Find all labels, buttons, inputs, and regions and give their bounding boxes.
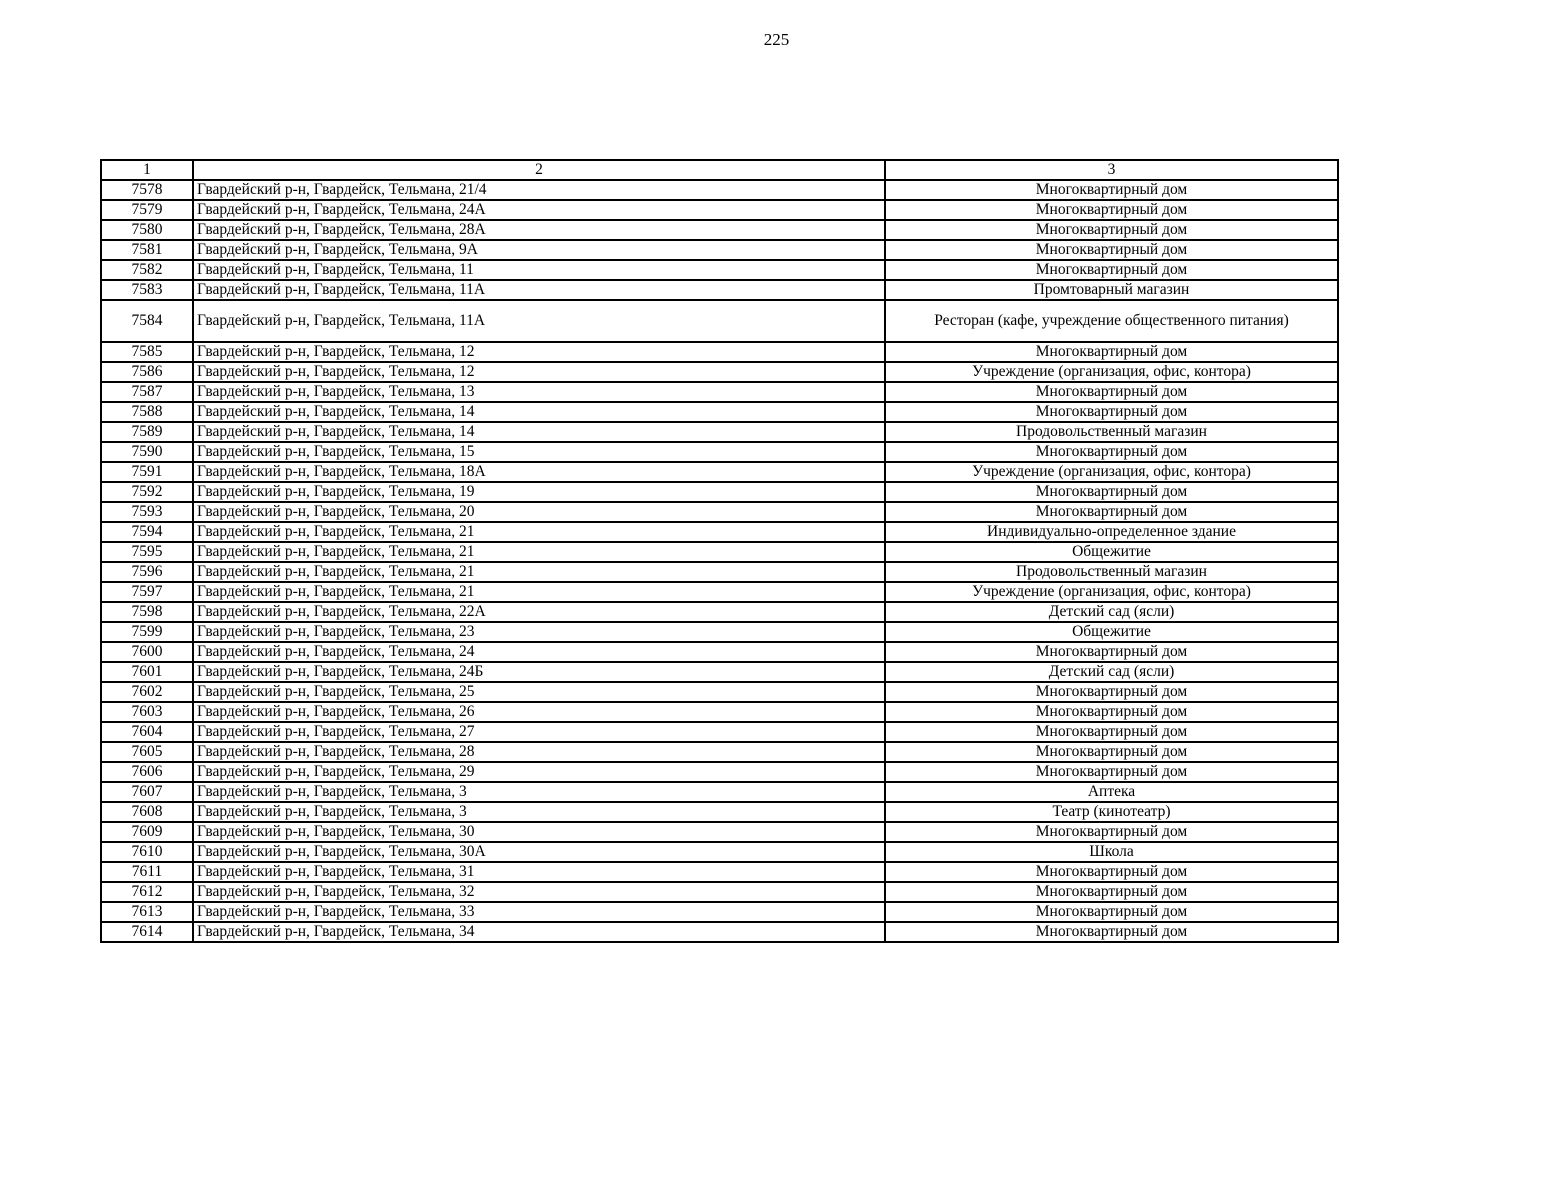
- address-cell: Гвардейский р-н, Гвардейск, Тельмана, 13: [193, 382, 885, 402]
- table-row: [101, 382, 1338, 402]
- object-type-cell: Многоквартирный дом: [885, 822, 1338, 842]
- row-number-cell: 7598: [101, 602, 193, 622]
- object-type-cell: Многоквартирный дом: [885, 200, 1338, 220]
- object-type-cell: Ресторан (кафе, учреждение общественного питания): [885, 300, 1338, 342]
- table-body: [101, 160, 1338, 942]
- table-row: [101, 902, 1338, 922]
- register-table: [100, 159, 1339, 943]
- row-number-cell: 7588: [101, 402, 193, 422]
- object-type-cell: Многоквартирный дом: [885, 902, 1338, 922]
- address-cell: Гвардейский р-н, Гвардейск, Тельмана, 30: [193, 822, 885, 842]
- table-row: [101, 742, 1338, 762]
- address-cell: Гвардейский р-н, Гвардейск, Тельмана, 11А: [193, 300, 885, 342]
- table-row: [101, 842, 1338, 862]
- address-cell: Гвардейский р-н, Гвардейск, Тельмана, 15: [193, 442, 885, 462]
- table-row: [101, 682, 1338, 702]
- address-cell: Гвардейский р-н, Гвардейск, Тельмана, 19: [193, 482, 885, 502]
- address-cell: Гвардейский р-н, Гвардейск, Тельмана, 34: [193, 922, 885, 942]
- object-type-cell: Учреждение (организация, офис, контора): [885, 582, 1338, 602]
- row-number-cell: 7591: [101, 462, 193, 482]
- object-type-cell: Общежитие: [885, 622, 1338, 642]
- row-number-cell: 7584: [101, 300, 193, 342]
- row-number-cell: 7614: [101, 922, 193, 942]
- table-row: [101, 502, 1338, 522]
- object-type-cell: Многоквартирный дом: [885, 382, 1338, 402]
- table-row: [101, 602, 1338, 622]
- table-row: [101, 622, 1338, 642]
- row-number-cell: 7612: [101, 882, 193, 902]
- object-type-cell: Многоквартирный дом: [885, 762, 1338, 782]
- address-cell: Гвардейский р-н, Гвардейск, Тельмана, 21: [193, 582, 885, 602]
- address-cell: Гвардейский р-н, Гвардейск, Тельмана, 24А: [193, 200, 885, 220]
- address-cell: Гвардейский р-н, Гвардейск, Тельмана, 22А: [193, 602, 885, 622]
- address-cell: Гвардейский р-н, Гвардейск, Тельмана, 31: [193, 862, 885, 882]
- header-cell-1: 1: [101, 160, 193, 180]
- header-cell-3: 3: [885, 160, 1338, 180]
- address-cell: Гвардейский р-н, Гвардейск, Тельмана, 3: [193, 782, 885, 802]
- row-number-cell: 7585: [101, 342, 193, 362]
- row-number-cell: 7595: [101, 542, 193, 562]
- address-cell: Гвардейский р-н, Гвардейск, Тельмана, 29: [193, 762, 885, 782]
- row-number-cell: 7590: [101, 442, 193, 462]
- table-row: [101, 482, 1338, 502]
- table-row: [101, 662, 1338, 682]
- address-cell: Гвардейский р-н, Гвардейск, Тельмана, 24: [193, 642, 885, 662]
- row-number-cell: 7611: [101, 862, 193, 882]
- table-row: [101, 862, 1338, 882]
- object-type-cell: Многоквартирный дом: [885, 502, 1338, 522]
- object-type-cell: Многоквартирный дом: [885, 862, 1338, 882]
- row-number-cell: 7582: [101, 260, 193, 280]
- table-row: [101, 922, 1338, 942]
- table-row: [101, 442, 1338, 462]
- table-row: [101, 702, 1338, 722]
- row-number-cell: 7596: [101, 562, 193, 582]
- address-cell: Гвардейский р-н, Гвардейск, Тельмана, 33: [193, 902, 885, 922]
- object-type-cell: Многоквартирный дом: [885, 240, 1338, 260]
- row-number-cell: 7603: [101, 702, 193, 722]
- row-number-cell: 7587: [101, 382, 193, 402]
- object-type-cell: Многоквартирный дом: [885, 742, 1338, 762]
- row-number-cell: 7604: [101, 722, 193, 742]
- row-number-cell: 7607: [101, 782, 193, 802]
- table-row: [101, 200, 1338, 220]
- table-row: [101, 522, 1338, 542]
- table-row: [101, 562, 1338, 582]
- row-number-cell: 7613: [101, 902, 193, 922]
- address-cell: Гвардейский р-н, Гвардейск, Тельмана, 21: [193, 562, 885, 582]
- object-type-cell: Промтоварный магазин: [885, 280, 1338, 300]
- object-type-cell: Театр (кинотеатр): [885, 802, 1338, 822]
- table-row: [101, 342, 1338, 362]
- row-number-cell: 7608: [101, 802, 193, 822]
- row-number-cell: 7578: [101, 180, 193, 200]
- address-cell: Гвардейский р-н, Гвардейск, Тельмана, 12: [193, 362, 885, 382]
- table-row: [101, 362, 1338, 382]
- address-cell: Гвардейский р-н, Гвардейск, Тельмана, 21: [193, 542, 885, 562]
- object-type-cell: Школа: [885, 842, 1338, 862]
- object-type-cell: Многоквартирный дом: [885, 482, 1338, 502]
- table-row: [101, 722, 1338, 742]
- table-row: [101, 260, 1338, 280]
- object-type-cell: Многоквартирный дом: [885, 260, 1338, 280]
- object-type-cell: Продовольственный магазин: [885, 562, 1338, 582]
- object-type-cell: Многоквартирный дом: [885, 180, 1338, 200]
- object-type-cell: Многоквартирный дом: [885, 442, 1338, 462]
- address-cell: Гвардейский р-н, Гвардейск, Тельмана, 21: [193, 522, 885, 542]
- address-cell: Гвардейский р-н, Гвардейск, Тельмана, 12: [193, 342, 885, 362]
- header-row: [101, 160, 1338, 180]
- object-type-cell: Продовольственный магазин: [885, 422, 1338, 442]
- address-cell: Гвардейский р-н, Гвардейск, Тельмана, 28: [193, 742, 885, 762]
- table-row: [101, 402, 1338, 422]
- table-row: [101, 542, 1338, 562]
- table-row: [101, 762, 1338, 782]
- row-number-cell: 7610: [101, 842, 193, 862]
- object-type-cell: Учреждение (организация, офис, контора): [885, 462, 1338, 482]
- address-cell: Гвардейский р-н, Гвардейск, Тельмана, 32: [193, 882, 885, 902]
- address-cell: Гвардейский р-н, Гвардейск, Тельмана, 21/4: [193, 180, 885, 200]
- object-type-cell: Многоквартирный дом: [885, 882, 1338, 902]
- table-row: [101, 822, 1338, 842]
- row-number-cell: 7593: [101, 502, 193, 522]
- address-cell: Гвардейский р-н, Гвардейск, Тельмана, 26: [193, 702, 885, 722]
- address-cell: Гвардейский р-н, Гвардейск, Тельмана, 27: [193, 722, 885, 742]
- object-type-cell: Учреждение (организация, офис, контора): [885, 362, 1338, 382]
- address-cell: Гвардейский р-н, Гвардейск, Тельмана, 9А: [193, 240, 885, 260]
- address-cell: Гвардейский р-н, Гвардейск, Тельмана, 28А: [193, 220, 885, 240]
- object-type-cell: Многоквартирный дом: [885, 702, 1338, 722]
- table-row: [101, 240, 1338, 260]
- table-row: [101, 300, 1338, 342]
- address-cell: Гвардейский р-н, Гвардейск, Тельмана, 30А: [193, 842, 885, 862]
- row-number-cell: 7581: [101, 240, 193, 260]
- object-type-cell: Многоквартирный дом: [885, 220, 1338, 240]
- row-number-cell: 7599: [101, 622, 193, 642]
- row-number-cell: 7609: [101, 822, 193, 842]
- row-number-cell: 7597: [101, 582, 193, 602]
- row-number-cell: 7586: [101, 362, 193, 382]
- object-type-cell: Многоквартирный дом: [885, 922, 1338, 942]
- header-cell-2: 2: [193, 160, 885, 180]
- page-number: 225: [763, 30, 790, 49]
- table-row: [101, 882, 1338, 902]
- row-number-cell: 7602: [101, 682, 193, 702]
- object-type-cell: Общежитие: [885, 542, 1338, 562]
- table-row: [101, 180, 1338, 200]
- table-row: [101, 802, 1338, 822]
- address-cell: Гвардейский р-н, Гвардейск, Тельмана, 24Б: [193, 662, 885, 682]
- table-row: [101, 462, 1338, 482]
- table-row: [101, 220, 1338, 240]
- address-cell: Гвардейский р-н, Гвардейск, Тельмана, 14: [193, 402, 885, 422]
- address-cell: Гвардейский р-н, Гвардейск, Тельмана, 3: [193, 802, 885, 822]
- table-row: [101, 422, 1338, 442]
- object-type-cell: Детский сад (ясли): [885, 602, 1338, 622]
- row-number-cell: 7583: [101, 280, 193, 300]
- address-cell: Гвардейский р-н, Гвардейск, Тельмана, 14: [193, 422, 885, 442]
- address-cell: Гвардейский р-н, Гвардейск, Тельмана, 25: [193, 682, 885, 702]
- address-cell: Гвардейский р-н, Гвардейск, Тельмана, 11: [193, 260, 885, 280]
- address-cell: Гвардейский р-н, Гвардейск, Тельмана, 20: [193, 502, 885, 522]
- table-row: [101, 280, 1338, 300]
- row-number-cell: 7601: [101, 662, 193, 682]
- object-type-cell: Многоквартирный дом: [885, 342, 1338, 362]
- row-number-cell: 7589: [101, 422, 193, 442]
- object-type-cell: Индивидуально-определенное здание: [885, 522, 1338, 542]
- address-cell: Гвардейский р-н, Гвардейск, Тельмана, 23: [193, 622, 885, 642]
- row-number-cell: 7580: [101, 220, 193, 240]
- address-cell: Гвардейский р-н, Гвардейск, Тельмана, 18А: [193, 462, 885, 482]
- object-type-cell: Многоквартирный дом: [885, 722, 1338, 742]
- row-number-cell: 7579: [101, 200, 193, 220]
- table-row: [101, 782, 1338, 802]
- object-type-cell: Детский сад (ясли): [885, 662, 1338, 682]
- row-number-cell: 7606: [101, 762, 193, 782]
- row-number-cell: 7605: [101, 742, 193, 762]
- object-type-cell: Многоквартирный дом: [885, 682, 1338, 702]
- row-number-cell: 7592: [101, 482, 193, 502]
- table-row: [101, 642, 1338, 662]
- row-number-cell: 7594: [101, 522, 193, 542]
- object-type-cell: Многоквартирный дом: [885, 642, 1338, 662]
- object-type-cell: Аптека: [885, 782, 1338, 802]
- object-type-cell: Многоквартирный дом: [885, 402, 1338, 422]
- table-row: [101, 582, 1338, 602]
- row-number-cell: 7600: [101, 642, 193, 662]
- address-cell: Гвардейский р-н, Гвардейск, Тельмана, 11А: [193, 280, 885, 300]
